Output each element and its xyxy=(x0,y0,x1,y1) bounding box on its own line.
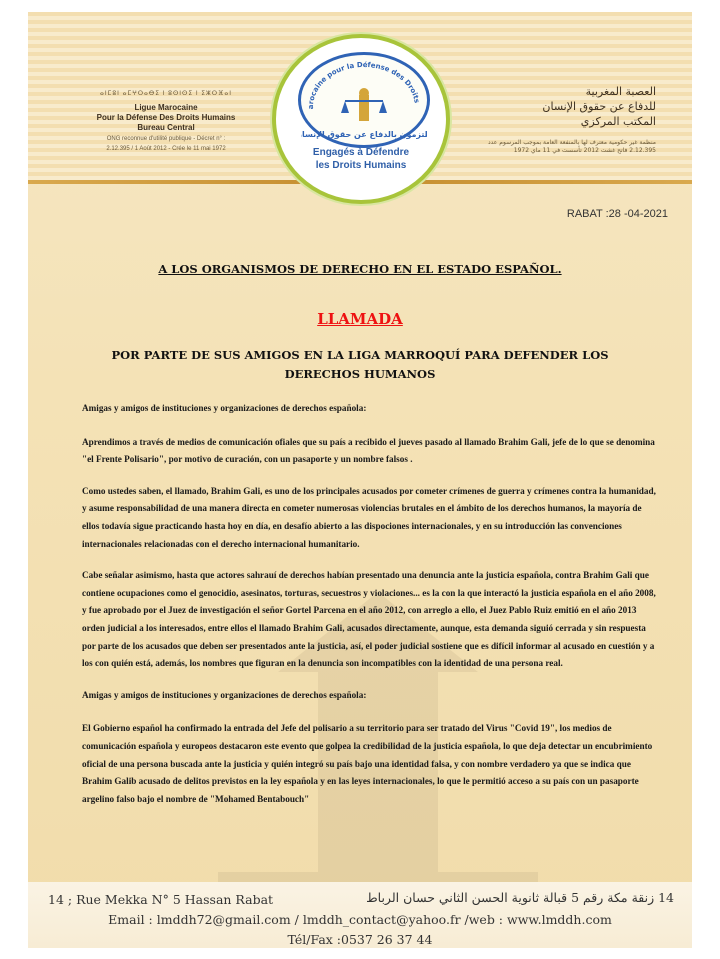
letter-page xyxy=(28,12,692,948)
logo-emblem xyxy=(298,52,430,148)
org-name-line2: Pour la Défense Des Droits Humains xyxy=(96,113,236,122)
letter-subtitle xyxy=(90,346,630,384)
org-name-ar-line2: للدفاع عن حقوق الإنسان xyxy=(542,100,656,113)
footer-address-fr: 14 ; Rue Mekka N° 5 Hassan Rabat xyxy=(48,892,274,907)
letter-footer xyxy=(28,882,692,948)
org-name-ar-line1: العصبة المغربية xyxy=(585,85,656,98)
greeting-1: Amigas y amigos de instituciones y organizaciones de derechos española: xyxy=(82,403,367,413)
scales-of-justice-icon xyxy=(301,55,427,145)
subtitle-line1: POR PARTE DE SUS AMIGOS EN LA LIGA MARROQUÍ PARA DEFENDER LOS xyxy=(111,348,609,362)
org-name-line1: Ligue Marocaine xyxy=(134,103,198,112)
org-name-line3: Bureau Central xyxy=(137,123,195,132)
subtitle-line2: DERECHOS HUMANOS xyxy=(284,367,436,381)
paragraph-3: Cabe señalar asimismo, hasta que actores sahrauí de derechos habían presentado una denuncia ante la justicia española, contra Brahim Gali que contiene ocupaciones como el genocidio, asesinatos, torturas, secuestros y violaciones... es la con la que interactó la justicia española en el año 2008, y fue aprobado por el Juez de investigación el señor Gortel Parcena en el año 2012, con arreglo a ello, el Juez Pablo Ruiz emitió en el año 2013 orden judicial a los interesados, entre ellos el llamado Brahim Gali, acusados directamente, aunque, esta demanda siguió cerrada y sin respuesta por parte de los acusados que deben ser presentados ante la justicia, así, el poder judicial sostiene que es difícil informar al acusado en cuestión y a los con quién está, además, los nombres que figuran en la denuncia son incompatibles con la identidad de una persona real. xyxy=(82,570,656,669)
footer-address-ar: 14 زنقة مكة رقم 5 قبالة ثانوية الحسن الثاني حسان الرباط xyxy=(366,890,674,905)
red-heading: LLAMADA xyxy=(317,310,403,328)
logo-motto-line1: Engagés à Défendre xyxy=(312,147,410,158)
logo-ring-text: arocaine pour la Défense des Droits xyxy=(306,60,421,110)
logo-motto-line2: les Droits Humains xyxy=(315,160,407,171)
footer-phone: Tél/Fax :0537 26 37 44 xyxy=(287,932,433,947)
header-right-block xyxy=(476,84,656,155)
legal-note-1: ONG reconnue d'utilité publique - Décret n° : xyxy=(106,136,226,142)
letter-body xyxy=(82,400,656,822)
paragraph-1: Aprendimos a través de medios de comunicación ofiales que su país a recibido el jueves pasado al llamado Brahim Gali, jefe de lo que se denomina "el Frente Polisario", por motivo de curación, con un pasaporte y un nombre falsos . xyxy=(82,436,655,465)
organization-logo xyxy=(272,34,450,204)
letter-date: RABAT :28 -04-2021 xyxy=(566,208,668,220)
footer-contact: Email : lmddh72@gmail.com / lmddh_contact@yahoo.fr /web : www.lmddh.com xyxy=(108,912,612,927)
paragraph-4: El Gobierno español ha confirmado la entrada del Jefe del polisario a su territorio para ser tratado del Virus "Covid 19", los medios de comunicación española y europeos destacaron este evento que golpea la credibilidad de la justicia española, lo que deja detectar un encubrimiento oficial de una persona buscada ante la justicia y quién integró su país bajo una identidad falsa, y con nombre verdadero ya que se indica que Brahim Galib acusado de delitos previstos en la ley española y en las leyes internacionales, lo que le permitió acceso a su país con un pasaporte argelino falso bajo el nombre de "Mohamed Bentabouch" xyxy=(82,723,653,804)
tifinagh-name: ⴰⵏⵎⵓⵏ ⴰⵎⵖⵔⴰⴱⵉ ⵏ ⵓⵙⵏⵙⵉ ⵏ ⵉⵣⵔⴼⴰⵏ xyxy=(100,91,232,97)
legal-note-ar: منظمة غير حكومية معترف لها بالمنفعة العامة بموجب المرسوم عدد 2.12.395 فاتح غشت 2012 تأسست في 11 ماي 1972 xyxy=(487,139,656,154)
org-name-ar-line3: المكتب المركزي xyxy=(580,115,656,128)
paragraph-2: Como ustedes saben, el llamado, Brahim Gali, es uno de los principales acusados por cometer crímenes de guerra y crímenes contra la humanidad, y asume responsabilidad de una manera directa en cometer numerosas violencias brutales en el ámbito de los derechos humanos, la mayoría de ellos todavía sigue practicando hasta hoy en día, en desafío abierto a las dispociones internacionales, y en su introducción las convenciones internacionales relacionadas con el derecho internacional humanitario. xyxy=(82,485,656,549)
logo-motto-arabic: ملتزمون بالدفاع عن حقوق الإنسان xyxy=(301,130,427,139)
logo-caption xyxy=(276,146,446,172)
greeting-2: Amigas y amigos de instituciones y organizaciones de derechos española: xyxy=(82,689,367,700)
header-left-block xyxy=(56,90,276,153)
legal-note-2: 2.12.395 / 1 Août 2012 - Crée le 11 mai 1972 xyxy=(106,146,226,152)
letter-title: A LOS ORGANISMOS DE DERECHO EN EL ESTADO ESPAÑOL. xyxy=(158,262,562,276)
